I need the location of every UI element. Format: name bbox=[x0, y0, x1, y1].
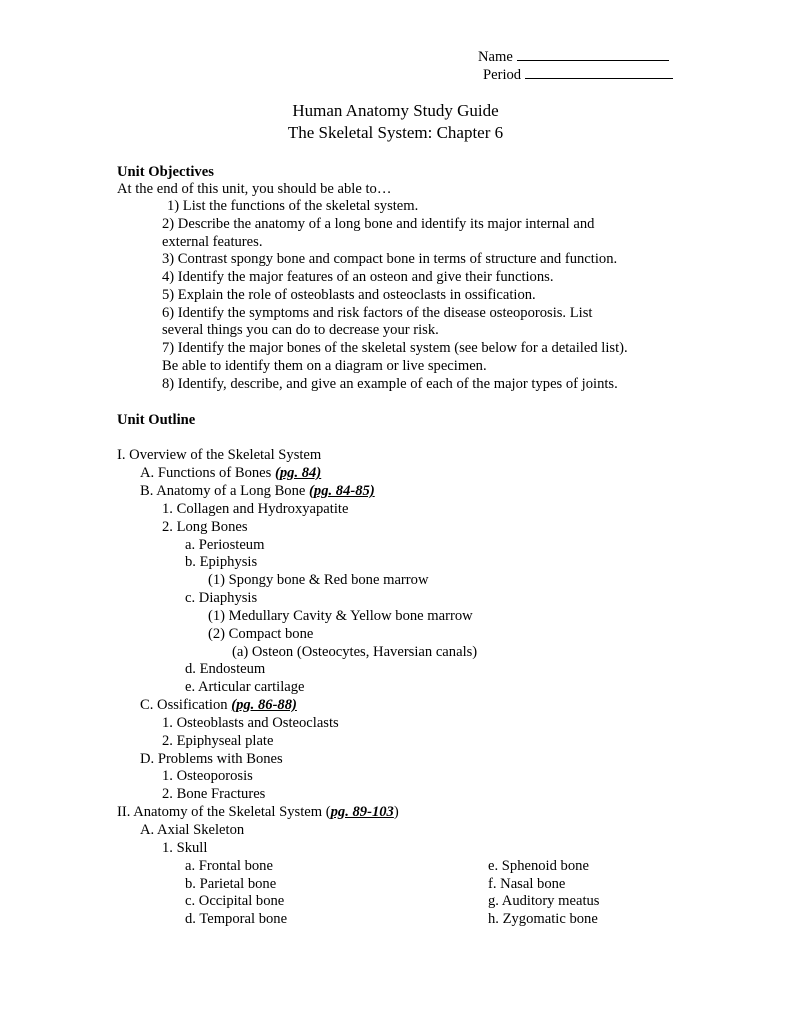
outline-section-1: I. Overview of the Skeletal System bbox=[117, 447, 322, 463]
outline-item-1a: A. Functions of Bones (pg. 84) bbox=[140, 465, 322, 481]
objective-item: 2) Describe the anatomy of a long bone and identify its major internal and bbox=[162, 216, 595, 232]
outline-item: (2) Compact bone bbox=[208, 626, 314, 642]
outline-item: b. Epiphysis bbox=[185, 554, 258, 570]
outline-item: (1) Medullary Cavity & Yellow bone marrow bbox=[208, 608, 473, 624]
outline-item: e. Articular cartilage bbox=[185, 679, 305, 695]
title-line-1: Human Anatomy Study Guide bbox=[292, 101, 499, 120]
page-reference: pg. 89-103 bbox=[330, 804, 394, 820]
objective-item: 8) Identify, describe, and give an example of each of the major types of joints. bbox=[162, 376, 618, 392]
skull-bone-item: d. Temporal bone bbox=[185, 911, 288, 927]
skull-bone-item: c. Occipital bone bbox=[185, 893, 285, 909]
skull-bone-item: h. Zygomatic bone bbox=[488, 911, 598, 927]
outline-section-2: II. Anatomy of the Skeletal System (pg. 89-103) bbox=[117, 804, 399, 820]
objectives-heading: Unit Objectives bbox=[117, 164, 214, 180]
outline-item: c. Diaphysis bbox=[185, 590, 258, 606]
title-line-2: The Skeletal System: Chapter 6 bbox=[287, 123, 504, 142]
outline-item: 1. Osteoporosis bbox=[162, 768, 253, 784]
outline-item-1b: B. Anatomy of a Long Bone (pg. 84-85) bbox=[140, 483, 375, 499]
objective-item: 3) Contrast spongy bone and compact bone in terms of structure and function. bbox=[162, 251, 618, 267]
objectives-intro: At the end of this unit, you should be able to… bbox=[117, 181, 392, 197]
outline-item: 1. Collagen and Hydroxyapatite bbox=[162, 501, 349, 517]
outline-item: a. Periosteum bbox=[185, 537, 265, 553]
period-field bbox=[483, 65, 673, 85]
outline-item: (1) Spongy bone & Red bone marrow bbox=[208, 572, 429, 588]
objective-item: 7) Identify the major bones of the skeletal system (see below for a detailed list). bbox=[162, 340, 628, 356]
name-blank bbox=[517, 47, 669, 61]
outline-item: d. Endosteum bbox=[185, 661, 266, 677]
outline-item: 1. Skull bbox=[162, 840, 208, 856]
skull-bone-item: a. Frontal bone bbox=[185, 858, 273, 874]
name-field bbox=[478, 47, 669, 67]
name-label: Name bbox=[478, 49, 513, 65]
outline-item: 1. Osteoblasts and Osteoclasts bbox=[162, 715, 339, 731]
objective-item: Be able to identify them on a diagram or live specimen. bbox=[162, 358, 487, 374]
objective-item: 1) List the functions of the skeletal system. bbox=[167, 198, 419, 214]
page-reference: (pg. 84) bbox=[275, 465, 322, 481]
objective-item: 6) Identify the symptoms and risk factors of the disease osteoporosis. List bbox=[162, 305, 593, 321]
objective-item: 4) Identify the major features of an osteon and give their functions. bbox=[162, 269, 554, 285]
period-blank bbox=[525, 65, 673, 79]
skull-bone-item: e. Sphenoid bone bbox=[488, 858, 589, 874]
outline-item-2a: A. Axial Skeleton bbox=[140, 822, 245, 838]
objective-item: 5) Explain the role of osteoblasts and osteoclasts in ossification. bbox=[162, 287, 536, 303]
page-reference: (pg. 86-88) bbox=[231, 697, 297, 713]
outline-item: 2. Epiphyseal plate bbox=[162, 733, 274, 749]
period-label: Period bbox=[483, 67, 522, 83]
page-reference: (pg. 84-85) bbox=[309, 483, 375, 499]
outline-item-1c: C. Ossification (pg. 86-88) bbox=[140, 697, 297, 713]
outline-item-1d: D. Problems with Bones bbox=[140, 751, 283, 767]
outline-item: 2. Bone Fractures bbox=[162, 786, 266, 802]
objective-item: external features. bbox=[162, 234, 263, 250]
skull-bone-item: f. Nasal bone bbox=[488, 876, 566, 892]
outline-heading: Unit Outline bbox=[117, 412, 196, 428]
objective-item: several things you can do to decrease your risk. bbox=[162, 322, 439, 338]
outline-item: (a) Osteon (Osteocytes, Haversian canals) bbox=[232, 644, 478, 660]
skull-bone-item: g. Auditory meatus bbox=[488, 893, 600, 909]
skull-bone-item: b. Parietal bone bbox=[185, 876, 277, 892]
outline-item: 2. Long Bones bbox=[162, 519, 248, 535]
